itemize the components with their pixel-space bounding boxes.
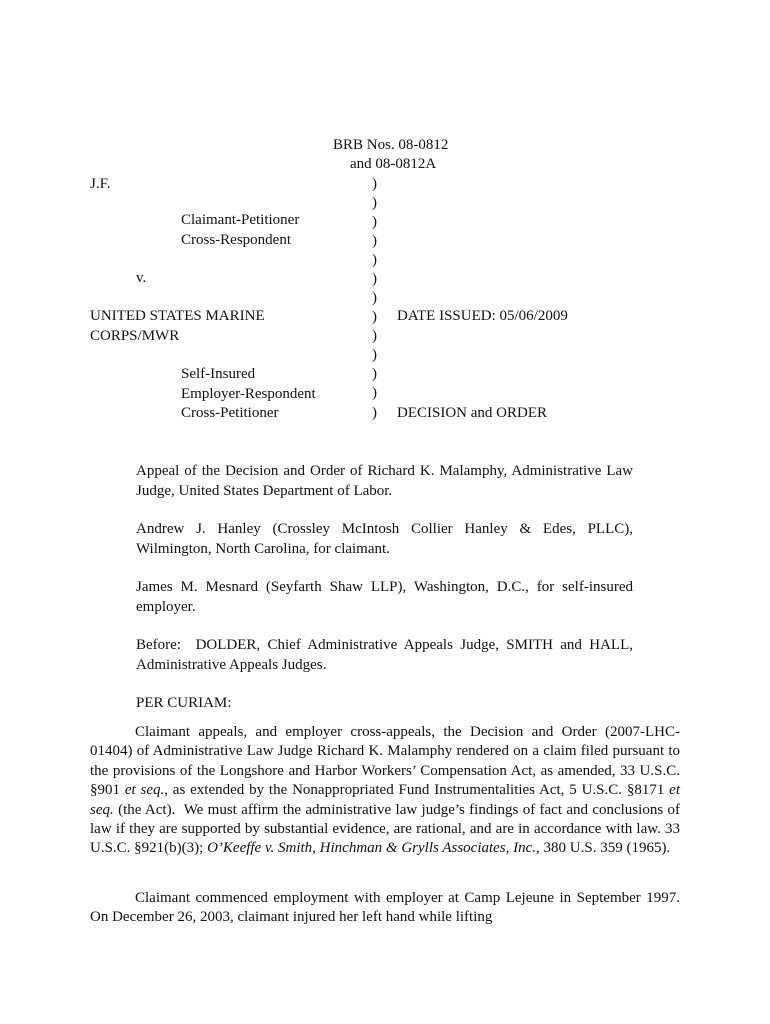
caption-paren: )	[372, 195, 377, 211]
claimant-name: J.F.	[90, 176, 111, 192]
para1-et-seq-2: et seq.	[90, 782, 684, 818]
para1-text-b: , as extended by the Nonappropriated Fund Instrumentalities Act, 5 U.S.C. §8171	[164, 782, 670, 799]
caption-paren: )	[372, 233, 377, 249]
para1-text-d: , 380 U.S. 359 (1965).	[536, 840, 671, 857]
claimant-role-1: Claimant-Petitioner	[181, 212, 300, 228]
body-paragraph-1	[90, 723, 684, 859]
employer-role-3: Cross-Petitioner	[181, 405, 279, 421]
employer-name-line2: CORPS/MWR	[90, 328, 180, 344]
case-number-line2: and 08-0812A	[350, 156, 437, 172]
per-curiam: PER CURIAM:	[136, 695, 232, 711]
employer-counsel: James M. Mesnard (Seyfarth Shaw LLP), Washington, D.C., for self-insured employer.	[136, 579, 633, 615]
caption-paren: )	[372, 347, 377, 363]
caption-paren: )	[372, 252, 377, 268]
decision-title: DECISION and ORDER	[397, 405, 547, 421]
date-issued: DATE ISSUED: 05/06/2009	[397, 308, 568, 324]
para1-text-a: Claimant appeals, and employer cross-appeals, the Decision and Order (2007-LHC-01404) of Administrative Law Judge Richard K. Malamphy rendered on a claim filed pursuant to the provisions of the Longshore and Harbor Workers’ Compensation Act, as amended, 33 U.S.C. §901	[90, 724, 684, 799]
versus: v.	[136, 270, 147, 286]
caption-paren: )	[372, 405, 377, 421]
caption-paren: )	[372, 214, 377, 230]
body-paragraph-2	[90, 889, 680, 928]
caption-paren: )	[372, 309, 377, 325]
caption-paren: )	[372, 385, 377, 401]
employer-name-line1: UNITED STATES MARINE	[90, 308, 265, 324]
caption-paren: )	[372, 328, 377, 344]
panel-judges: Before: DOLDER, Chief Administrative Appeals Judge, SMITH and HALL, Administrative Appeals Judges.	[136, 637, 636, 673]
claimant-counsel: Andrew J. Hanley (Crossley McIntosh Collier Hanley & Edes, PLLC), Wilmington, North Carolina, for claimant.	[136, 521, 633, 557]
caption-paren: )	[372, 176, 377, 192]
para2-text: Claimant commenced employment with employer at Camp Lejeune in September 1997. On December 26, 2003, claimant injured her left hand while lifting	[90, 890, 680, 926]
para1-case-citation: O’Keeffe v. Smith, Hinchman & Grylls Associates, Inc.	[207, 840, 537, 857]
para1-et-seq: et seq.	[124, 782, 165, 799]
caption-paren: )	[372, 271, 377, 287]
caption-paren: )	[372, 290, 377, 306]
para1-text-c: (the Act). We must affirm the administrative law judge’s findings of fact and conclusions of law if they are supported by substantial evidence, are rational, and are in accordance with law. 33 U.S.C. §921(b)(3);	[90, 801, 684, 857]
caption-paren: )	[372, 366, 377, 382]
case-number-line1: BRB Nos. 08-0812	[333, 137, 449, 153]
appeal-statement: Appeal of the Decision and Order of Richard K. Malamphy, Administrative Law Judge, United States Department of Labor.	[136, 463, 633, 499]
claimant-role-2: Cross-Respondent	[181, 232, 291, 248]
employer-role-2: Employer-Respondent	[181, 386, 316, 402]
employer-role-1: Self-Insured	[181, 366, 256, 382]
